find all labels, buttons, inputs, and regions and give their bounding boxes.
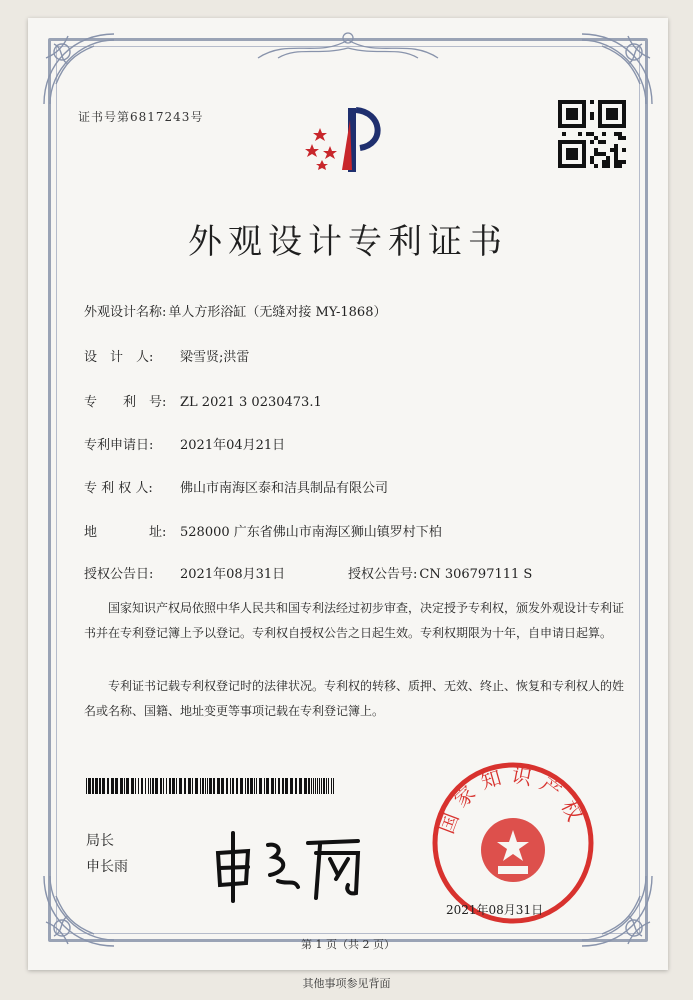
patentee-label: 专 利 权 人: bbox=[84, 481, 153, 496]
seal-text: 国家知识产权 bbox=[434, 762, 591, 837]
filing-date-label: 专利申请日: bbox=[84, 438, 154, 453]
address-label: 地 址: bbox=[84, 525, 167, 540]
grant-number-label: 授权公告号: bbox=[348, 567, 418, 582]
signatory-title: 局长 bbox=[86, 833, 114, 849]
filing-date-value: 2021年04月21日 bbox=[180, 438, 286, 453]
designer-label: 设 计 人: bbox=[84, 350, 154, 365]
grant-number-row bbox=[348, 563, 532, 582]
grant-date-row bbox=[84, 563, 285, 582]
grant-date-value: 2021年08月31日 bbox=[180, 567, 286, 582]
cnipa-logo-icon bbox=[290, 100, 400, 180]
barcode-icon bbox=[86, 778, 336, 794]
page-number: 第 1 页（共 2 页） bbox=[301, 938, 395, 951]
designer-row bbox=[84, 346, 249, 365]
patent-number-row bbox=[84, 391, 322, 410]
patent-number-value: ZL 2021 3 0230473.1 bbox=[180, 395, 322, 410]
patentee-value: 佛山市南海区泰和洁具制品有限公司 bbox=[180, 481, 389, 496]
filing-date-row bbox=[84, 434, 285, 453]
footer-note: 其他事项参见背面 bbox=[302, 977, 391, 990]
qr-code-icon bbox=[558, 100, 626, 168]
legal-paragraph-1: 国家知识产权局依照中华人民共和国专利法经过初步审查，决定授予专利权，颁发外观设计专利证书并在专利登记簿上予以登记。专利权自授权公告之日起生效。专利权期限为十年，自申请日起算。 bbox=[84, 601, 625, 640]
legal-paragraph-2: 专利证书记载专利权登记时的法律状况。专利权的转移、质押、无效、终止、恢复和专利权人的姓名或名称、国籍、地址变更等事项记载在专利登记簿上。 bbox=[84, 679, 625, 718]
certificate-title: 外观设计专利证书 bbox=[188, 222, 508, 262]
design-name-label: 外观设计名称: bbox=[84, 305, 167, 320]
patent-number-label: 专 利 号: bbox=[84, 395, 167, 410]
design-name-row bbox=[84, 301, 386, 320]
signatory-name: 申长雨 bbox=[86, 859, 128, 875]
handwritten-signature-icon bbox=[208, 823, 378, 903]
certificate-number: 证书号第6817243号 bbox=[78, 110, 204, 124]
grant-date-label: 授权公告日: bbox=[84, 567, 154, 582]
top-ornament-icon bbox=[248, 28, 448, 68]
address-row bbox=[84, 521, 442, 540]
patentee-row bbox=[84, 477, 388, 496]
designer-value: 梁雪贤;洪雷 bbox=[180, 350, 250, 365]
address-value: 528000 广东省佛山市南海区狮山镇罗村下柏 bbox=[180, 525, 442, 540]
grant-number-value: CN 306797111 S bbox=[419, 567, 533, 582]
certificate-sheet bbox=[28, 18, 668, 970]
design-name-value: 单人方形浴缸（无缝对接 MY-1868） bbox=[168, 305, 387, 320]
seal-date: 2021年08月31日 bbox=[446, 903, 544, 917]
corner-ornament-icon bbox=[34, 24, 124, 114]
